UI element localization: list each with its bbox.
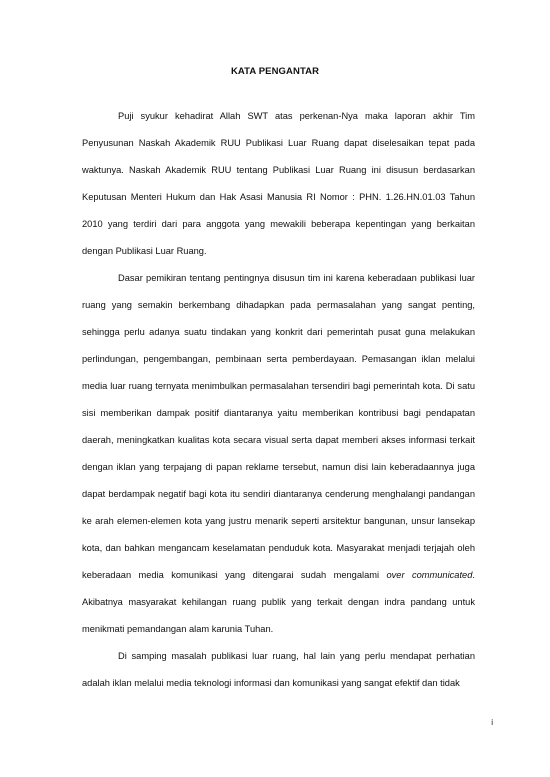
body-text xyxy=(82,103,475,697)
paragraph-2-text-after: . Akibatnya masyarakat kehilangan ruang publik yang terkait dengan indra pandang untuk menikmati pemandangan alam karunia Tuhan. xyxy=(82,570,475,634)
paragraph-1: Puji syukur kehadirat Allah SWT atas perkenan-Nya maka laporan akhir Tim Penyusunan Naskah Akademik RUU Publikasi Luar Ruang dapat diselesaikan tepat pada waktunya. Naskah Akademik RUU tentang Publikasi Luar Ruang ini disusun berdasarkan Keputusan Menteri Hukum dan Hak Asasi Manusia RI Nomor : PHN. 1.26.HN.01.03 Tahun 2010 yang terdiri dari para anggota yang mewakili beberapa kepentingan yang berkaitan dengan Publikasi Luar Ruang. xyxy=(82,111,475,256)
paragraph-2 xyxy=(82,265,475,643)
page-number: i xyxy=(491,718,493,727)
paragraph-2-text-before: Dasar pemikiran tentang pentingnya disusun tim ini karena keberadaan publikasi luar ruang yang semakin berkembang dihadapkan pada permasalahan yang sangat penting, sehingga perlu adanya suatu tindakan yang konkrit dari pemerintah pusat guna melakukan perlindungan, pengembangan, pembinaan serta pemberdayaan. Pemasangan iklan melalui media luar ruang ternyata menimbulkan permasalahan tersendiri bagi pemerintah kota. Di satu sisi memberikan dampak positif diantaranya yaitu memberikan kontribusi bagi pendapatan daerah, meningkatkan kualitas kota secara visual serta dapat memberi akses informasi terkait dengan iklan yang terpajang di papan reklame tersebut, namun disi lain keberadaannya juga dapat berdampak negatif bagi kota itu sendiri diantaranya cenderung menghalangi pandangan ke arah elemen-elemen kota yang justru menarik seperti arsitektur bangunan, unsur lansekap kota, dan bahkan mengancam keselamatan penduduk kota. Masyarakat menjadi terjajah oleh keberadaan media komunikasi yang ditengarai sudah mengalami xyxy=(82,273,475,580)
page-title: KATA PENGANTAR xyxy=(230,66,320,77)
paragraph-3: Di samping masalah publikasi luar ruang, hal lain yang perlu mendapat perhatian adalah iklan melalui media teknologi informasi dan komunikasi yang sangat efektif dan tidak xyxy=(82,651,475,688)
paragraph-2-italic-phrase: over communicated xyxy=(386,570,473,580)
